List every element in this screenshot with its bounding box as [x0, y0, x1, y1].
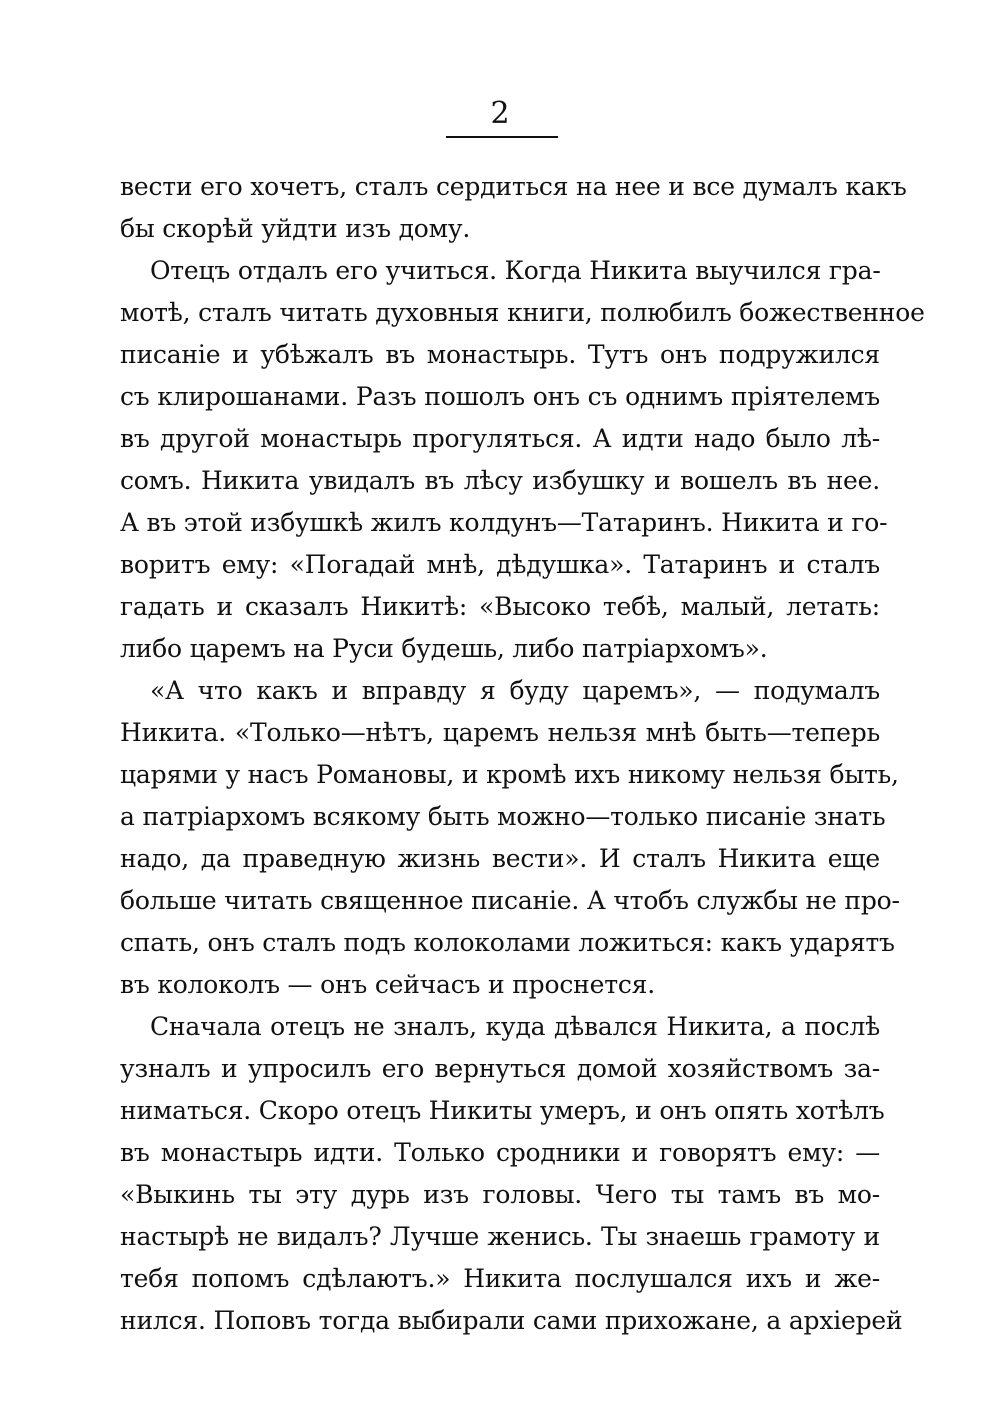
text-line: либо царемъ на Руси будешь, либо патріархомъ». [120, 634, 768, 663]
text-line: писаніе и убѣжалъ въ монастырь. Тутъ онъ подружился [120, 340, 880, 369]
text-line: а патріархомъ всякому быть можно—только писаніе знать [120, 802, 886, 831]
text-line: сомъ. Никита увидалъ въ лѣсу избушку и вошелъ въ нее. [120, 466, 880, 495]
text-line: надо, да праведную жизнь вести». И сталъ Никита еще [120, 844, 880, 873]
page-number: 2 [490, 96, 510, 131]
text-line: «Выкинь ты эту дурь изъ головы. Чего ты тамъ въ мо- [120, 1180, 880, 1209]
text-line: тебя попомъ сдѣлаютъ.» Никита послушался ихъ и же- [120, 1264, 880, 1293]
text-line: больше читать священное писаніе. А чтобъ службы не про- [120, 886, 900, 915]
text-line: царями у насъ Романовы, и кромѣ ихъ никому нельзя быть, [120, 760, 899, 789]
text-line: нился. Поповъ тогда выбирали сами прихожане, а архіерей [120, 1306, 903, 1335]
text-line: въ монастырь идти. Только сродники и говорятъ ему: — [120, 1138, 880, 1167]
text-line: въ колоколъ — онъ сейчасъ и проснется. [120, 970, 655, 999]
text-line: спать, онъ сталъ подъ колоколами ложиться: какъ ударятъ [120, 928, 895, 957]
text-line: Никита. «Только—нѣтъ, царемъ нельзя мнѣ быть—теперь [120, 718, 880, 747]
text-line: воритъ ему: «Погадай мнѣ, дѣдушка». Татаринъ и сталъ [120, 550, 880, 579]
text-line: узналъ и упросилъ его вернуться домой хозяйствомъ за- [120, 1054, 880, 1083]
header-rule [446, 136, 558, 138]
text-line: гадать и сказалъ Никитѣ: «Высоко тебѣ, малый, летать: [120, 592, 880, 621]
text-line: А въ этой избушкѣ жилъ колдунъ—Татаринъ. Никита и го- [120, 508, 888, 537]
text-line: ниматься. Скоро отецъ Никиты умеръ, и онъ опять хотѣлъ [120, 1096, 885, 1125]
text-line: бы скорѣй уйдти изъ дому. [120, 214, 471, 243]
text-line: съ клирошанами. Разъ пошолъ онъ съ однимъ пріятелемъ [120, 382, 880, 411]
paragraph-start-line: Отецъ отдалъ его учиться. Когда Никита выучился гра- [150, 256, 881, 285]
text-line: мотѣ, сталъ читать духовныя книги, полюбилъ божественное [120, 298, 925, 327]
text-line: настырѣ не видалъ? Лучше женись. Ты знаешь грамоту и [120, 1222, 880, 1251]
text-line: въ другой монастырь прогуляться. А идти надо было лѣ- [120, 424, 880, 453]
paragraph-start-line: Сначала отецъ не зналъ, куда дѣвался Никита, а послѣ [150, 1012, 880, 1041]
paragraph-start-line: «А что какъ и вправду я буду царемъ», — подумалъ [150, 676, 880, 705]
text-line: вести его хочетъ, сталъ сердиться на нее и все думалъ какъ [120, 172, 907, 201]
